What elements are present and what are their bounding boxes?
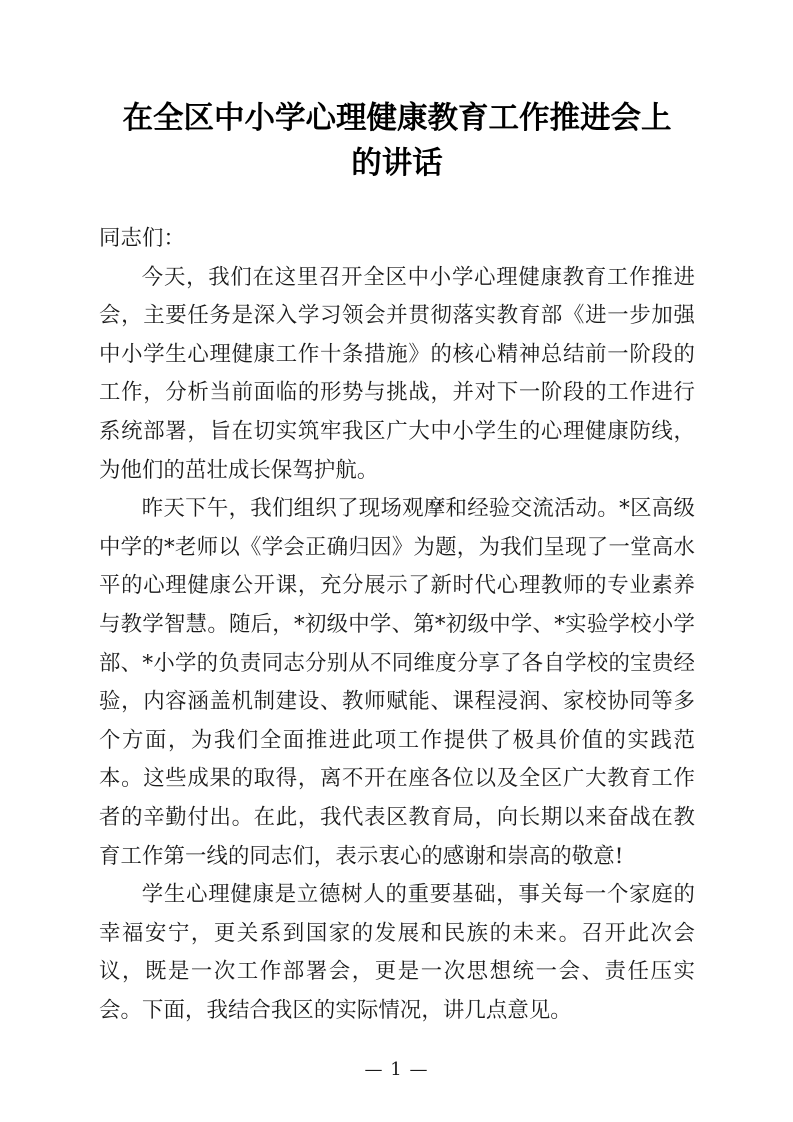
document-content xyxy=(99,96,695,1030)
body-paragraph-2: 昨天下午，我们组织了现场观摩和经验交流活动。*区高级中学的*老师以《学会正确归因》为题，为我们呈现了一堂高水平的心理健康公开课，充分展示了新时代心理教师的专业素养与教学智慧。随后，*初级中学、第*初级中学、*实验学校小学部、*小学的负责同志分别从不同维度分享了各自学校的宝贵经验，内容涵盖机制建设、教师赋能、课程浸润、家校协同等多个方面，为我们全面推进此项工作提供了极具价值的实践范本。这些成果的取得，离不开在座各位以及全区广大教育工作者的辛勤付出。在此，我代表区教育局，向长期以来奋战在教育工作第一线的同志们，表示衷心的感谢和崇高的敬意! xyxy=(99,496,695,869)
document-body xyxy=(99,220,695,1030)
salutation: 同志们： xyxy=(99,226,185,251)
body-paragraph-1: 今天，我们在这里召开全区中小学心理健康教育工作推进会，主要任务是深入学习领会并贯彻落实教育部《进一步加强中小学生心理健康工作十条措施》的核心精神总结前一阶段的工作，分析当前面临的形势与挑战，并对下一阶段的工作进行系统部署，旨在切实筑牢我区广大中小学生的心理健康防线，为他们的茁壮成长保驾护航。 xyxy=(99,264,695,483)
page-title: 在全区中小学心理健康教育工作推进会上的讲话 xyxy=(122,101,672,181)
body-paragraph-3: 学生心理健康是立德树人的重要基础，事关每一个家庭的幸福安宁，更关系到国家的发展和民族的未来。召开此次会议，既是一次工作部署会，更是一次思想统一会、责任压实会。下面，我结合我区的实际情况，讲几点意见。 xyxy=(99,882,695,1023)
page-number-footer: — 1 — xyxy=(364,1059,429,1080)
